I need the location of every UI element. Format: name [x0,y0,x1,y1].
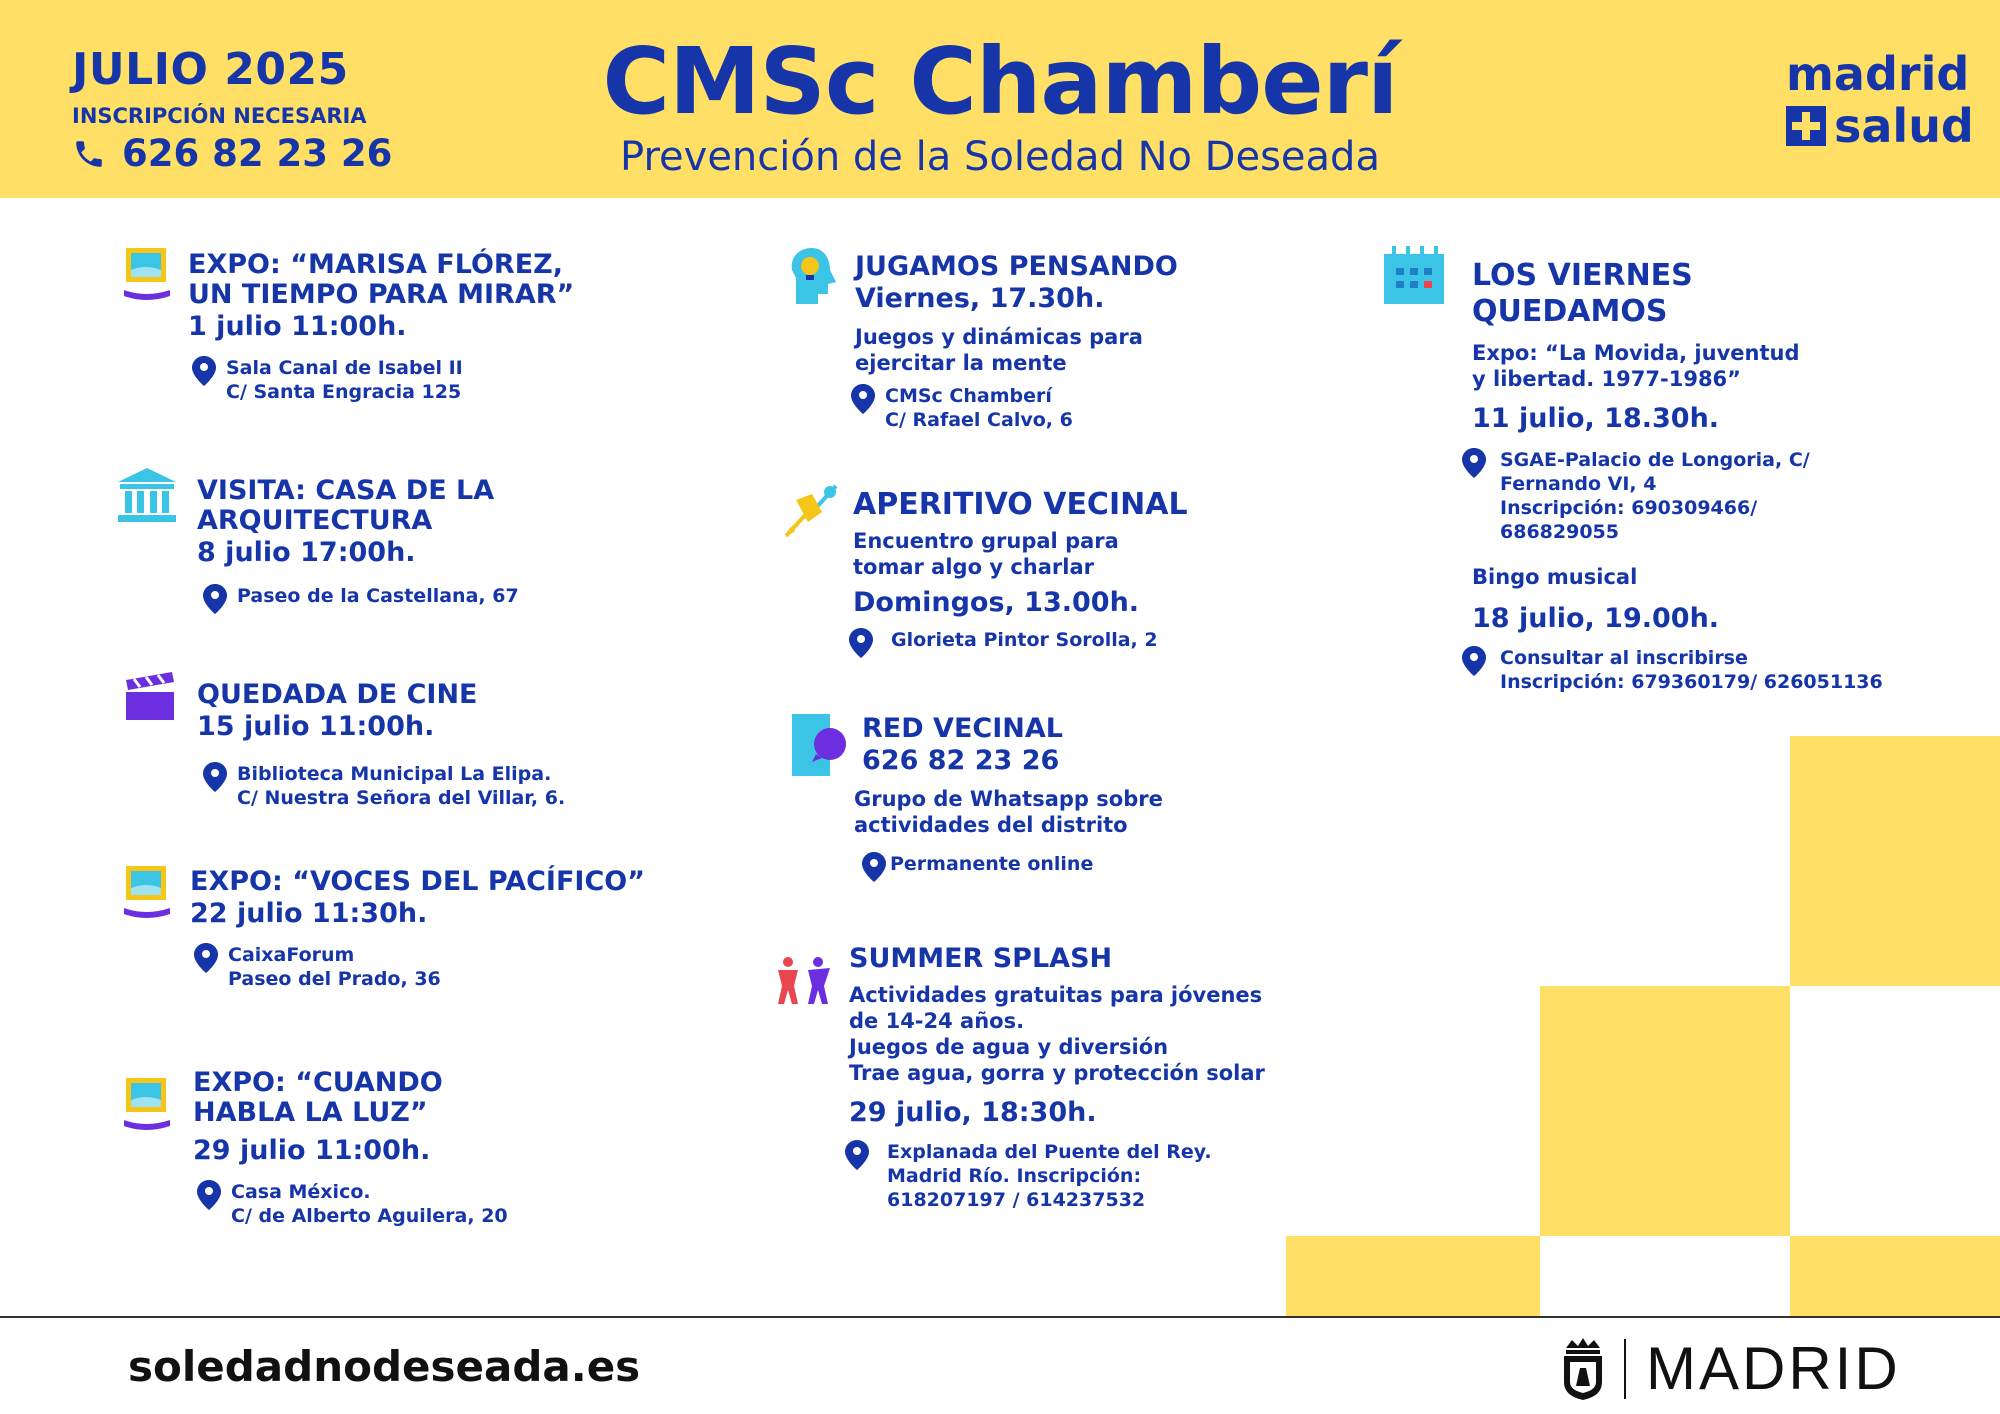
event-description: y libertad. 1977-1986” [1472,367,1741,391]
location-pin-icon [851,384,875,414]
event-date: Viernes, 17.30h. [855,283,1105,314]
event-quedada-cine [197,680,565,810]
event-extra-activity: Bingo musical [1472,565,1638,589]
event-title: QUEDADA DE CINE [197,679,478,710]
month-label: JULIO 2025 [72,44,349,95]
event-title: SUMMER SPLASH [849,943,1113,974]
calendar-icon [1384,246,1444,308]
location-pin-icon [203,584,227,614]
location-pin-icon [192,356,216,386]
event-cuando-habla-luz [193,1068,508,1228]
location-pin-icon [1462,646,1486,676]
event-location: Paseo de la Castellana, 67 [203,584,519,608]
event-description: Encuentro grupal para [853,529,1119,553]
logo-divider [1624,1339,1626,1399]
event-title: QUEDAMOS [1472,294,1668,329]
event-location: Biblioteca Municipal La Elipa. C/ Nuestra Señora del Villar, 6. [203,762,565,810]
event-voces-pacifico [190,867,645,991]
logo-word-salud: salud [1834,99,1974,153]
event-summer-splash [849,944,1265,1212]
footer-divider [0,1316,2000,1318]
clapperboard-icon [124,672,176,724]
event-date: 1 julio 11:00h. [188,311,407,342]
event-date: 22 julio 11:30h. [190,898,428,929]
location-pin-icon [845,1140,869,1170]
event-description: Actividades gratuitas para jóvenes [849,983,1263,1007]
event-location: Permanente online [862,852,1163,876]
event-date: 18 julio, 19.00h. [1472,603,1720,634]
art-frame-icon [124,1076,170,1138]
event-date: Domingos, 13.00h. [853,587,1140,618]
event-date: 15 julio 11:00h. [197,711,435,742]
event-location: Casa México. C/ de Alberto Aguilera, 20 [197,1180,508,1228]
event-date: 11 julio, 18.30h. [1472,403,1720,434]
event-jugamos-pensando [855,252,1178,432]
event-description: actividades del distrito [854,813,1128,837]
event-casa-arquitectura [197,476,519,608]
event-title: EXPO: “MARISA FLÓREZ, [188,249,563,280]
page-subtitle: Prevención de la Soledad No Deseada [620,134,1380,180]
event-location: Sala Canal de Isabel II C/ Santa Engracia 125 [192,356,574,404]
event-description: Juegos de agua y diversión [849,1035,1169,1059]
event-description: Trae agua, gorra y protección solar [849,1061,1265,1085]
event-description: Juegos y dinámicas para [855,325,1143,349]
museum-icon [118,468,176,526]
event-location: CMSc Chamberí C/ Rafael Calvo, 6 [851,384,1178,432]
logo-word-madrid: madrid [1786,47,1970,101]
event-title: JUGAMOS PENSANDO [855,251,1178,282]
event-title: UN TIEMPO PARA MIRAR” [188,279,575,310]
website-link[interactable]: soledadnodeseada.es [128,1342,641,1391]
event-description: de 14-24 años. [849,1009,1025,1033]
event-red-vecinal [854,713,1163,876]
event-title: VISITA: CASA DE LA [197,475,495,506]
event-description: tomar algo y charlar [853,555,1094,579]
event-location: Consultar al inscribirse Inscripción: 679360179/ 626051136 [1462,646,1883,694]
event-title: EXPO: “VOCES DEL PACÍFICO” [190,866,645,897]
event-description: Expo: “La Movida, juventud [1472,341,1800,365]
event-title: ARQUITECTURA [197,505,433,536]
event-title: LOS VIERNES [1472,258,1693,293]
header-banner [0,0,2000,198]
madrid-wordmark: MADRID [1646,1335,1901,1402]
page-title: CMSc Chamberí [602,28,1398,135]
brain-idea-icon [790,248,838,308]
madrid-coat-of-arms-icon [1562,1338,1604,1400]
decor-block [1790,736,2000,986]
location-pin-icon [862,852,886,882]
location-pin-icon [203,762,227,792]
chat-phone-icon [792,714,846,780]
event-location: CaixaForum Paseo del Prado, 36 [194,943,645,991]
location-pin-icon [194,943,218,973]
people-dancing-icon [774,956,834,1008]
phone-number: 626 82 23 26 [122,132,393,175]
event-description: ejercitar la mente [855,351,1067,375]
decor-block [1790,1236,2000,1316]
art-frame-icon [124,246,170,308]
location-pin-icon [849,628,873,658]
event-title: HABLA LA LUZ” [193,1097,428,1128]
decor-block [1286,1236,1540,1316]
art-frame-icon [124,864,170,926]
event-date: 8 julio 17:00h. [197,537,416,568]
event-location: SGAE-Palacio de Longoria, C/ Fernando VI, 4 Inscripción: 690309466/ 686829055 [1462,448,1883,544]
event-description: Grupo de Whatsapp sobre [854,787,1163,811]
madrid-salud-logo [1786,48,1974,152]
event-aperitivo-vecinal [853,487,1188,652]
event-date: 29 julio, 18:30h. [849,1097,1097,1128]
event-location: Glorieta Pintor Sorolla, 2 [849,628,1188,652]
event-expo-marisa-florez [188,250,574,404]
ayuntamiento-madrid-logo [1562,1334,1901,1403]
event-location: Explanada del Puente del Rey. Madrid Río. Inscripción: 618207197 / 614237532 [845,1140,1265,1212]
event-title[interactable]: 626 82 23 26 [862,745,1060,776]
event-title: APERITIVO VECINAL [853,487,1188,522]
event-title: EXPO: “CUANDO [193,1067,443,1098]
cheers-glasses-icon [782,482,840,544]
health-cross-icon [1786,106,1826,146]
decor-block [1540,986,1790,1236]
location-pin-icon [197,1180,221,1210]
event-los-viernes-quedamos [1472,258,1883,694]
event-date: 29 julio 11:00h. [193,1135,431,1166]
event-title: RED VECINAL [862,713,1063,744]
location-pin-icon [1462,448,1486,478]
registration-note: INSCRIPCIÓN NECESARIA [72,104,367,128]
